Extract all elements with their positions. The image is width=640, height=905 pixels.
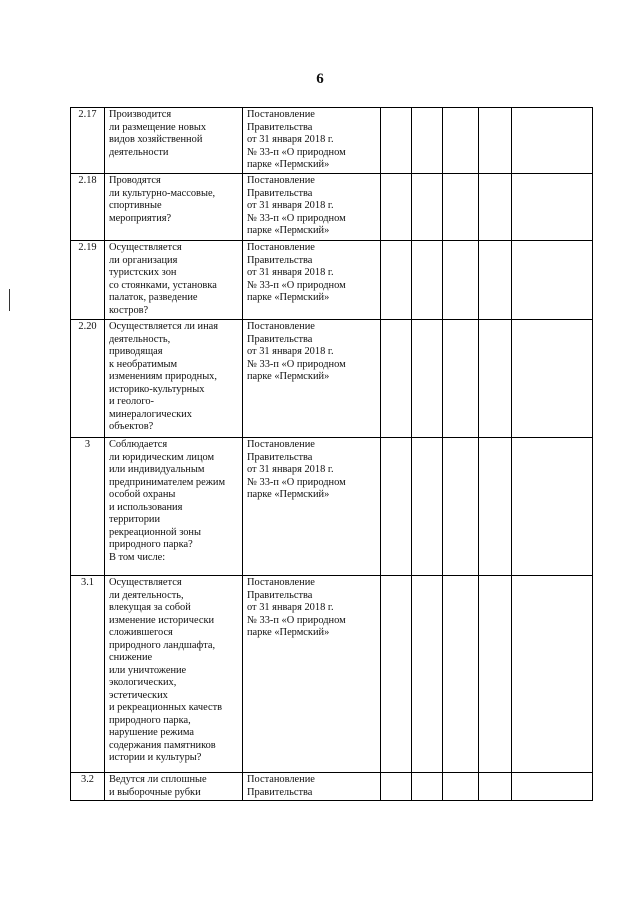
table-row [71, 174, 593, 241]
table-row [71, 576, 593, 773]
question-line: изменениям природных, [109, 371, 217, 382]
legal-basis-line: парке «Пермский» [247, 292, 330, 303]
table-row [71, 241, 593, 320]
row-number: 2.20 [78, 321, 97, 332]
legal-basis-line: № 33-п «О природном [247, 212, 346, 224]
legal-basis-line: от 31 января 2018 г. [247, 267, 334, 278]
row-number-cell [71, 576, 105, 773]
legal-basis-line: Правительства [247, 254, 313, 266]
question-line: к необратимым [109, 358, 178, 370]
row-number: 2.17 [78, 109, 97, 120]
answer-extra-cell[interactable] [479, 108, 512, 174]
answer-yes-cell[interactable] [381, 108, 412, 174]
table-row [71, 438, 593, 576]
legal-basis-line: № 33-п «О природном [247, 358, 346, 370]
question-cell [105, 320, 243, 438]
legal-basis-line: Правительства [247, 786, 313, 798]
legal-basis-line: парке «Пермский» [247, 159, 330, 170]
question-line: или индивидуальным [109, 464, 205, 475]
legal-basis-line: от 31 января 2018 г. [247, 346, 334, 357]
question-line: ли деятельность, [109, 589, 184, 601]
legal-basis-line: № 33-п «О природном [247, 279, 346, 291]
remarks-cell[interactable] [512, 320, 593, 438]
legal-basis-line: № 33-п «О природном [247, 614, 346, 626]
row-number: 2.18 [78, 175, 97, 186]
question-line: природного парка? [109, 539, 193, 550]
answer-extra-cell[interactable] [479, 174, 512, 241]
question-line: экологических, [109, 677, 177, 688]
question-line: объектов? [109, 421, 154, 432]
question-line: ли юридическим лицом [109, 451, 215, 463]
question-line: минералогических [109, 408, 192, 420]
page-number: 6 [316, 71, 324, 87]
question-line: территории [109, 514, 161, 525]
question-line: и геолого- [109, 396, 154, 407]
answer-na-cell[interactable] [443, 576, 479, 773]
legal-basis-line: Правительства [247, 121, 313, 133]
question-line: костров? [109, 304, 149, 316]
legal-basis-cell [243, 576, 381, 773]
question-cell [105, 438, 243, 576]
answer-yes-cell[interactable] [381, 320, 412, 438]
question-line: природного ландшафта, [109, 639, 216, 651]
question-cell [105, 174, 243, 241]
remarks-cell[interactable] [512, 438, 593, 576]
answer-no-cell[interactable] [412, 773, 443, 801]
question-line: предпринимателем режим [109, 476, 226, 488]
row-number-cell [71, 108, 105, 174]
row-number-cell [71, 320, 105, 438]
question-line: природного парка, [109, 714, 191, 726]
answer-no-cell[interactable] [412, 174, 443, 241]
answer-yes-cell[interactable] [381, 773, 412, 801]
row-number-cell [71, 773, 105, 801]
question-line: Осуществляется ли иная [109, 321, 219, 332]
question-line: особой охраны [109, 489, 176, 500]
legal-basis-line: парке «Пермский» [247, 627, 330, 638]
answer-na-cell[interactable] [443, 320, 479, 438]
legal-basis-cell [243, 320, 381, 438]
question-line: Ведутся ли сплошные [109, 774, 207, 785]
legal-basis-line: Правительства [247, 589, 313, 601]
checklist-table [70, 107, 593, 801]
answer-extra-cell[interactable] [479, 576, 512, 773]
question-line: ли размещение новых [109, 121, 207, 133]
scan-margin-mark [9, 289, 10, 311]
legal-basis-line: от 31 января 2018 г. [247, 134, 334, 145]
question-cell [105, 576, 243, 773]
question-line: Осуществляется [109, 242, 182, 253]
remarks-cell[interactable] [512, 576, 593, 773]
answer-yes-cell[interactable] [381, 438, 412, 576]
answer-na-cell[interactable] [443, 241, 479, 320]
legal-basis-cell [243, 438, 381, 576]
answer-yes-cell[interactable] [381, 241, 412, 320]
answer-extra-cell[interactable] [479, 320, 512, 438]
answer-na-cell[interactable] [443, 108, 479, 174]
legal-basis-line: № 33-п «О природном [247, 146, 346, 158]
question-line: деятельности [109, 146, 169, 158]
remarks-cell[interactable] [512, 174, 593, 241]
question-line: спортивные [109, 200, 162, 211]
legal-basis-line: Постановление [247, 577, 315, 588]
question-line: Осуществляется [109, 577, 182, 588]
answer-na-cell[interactable] [443, 174, 479, 241]
question-line: деятельность, [109, 333, 171, 345]
answer-yes-cell[interactable] [381, 576, 412, 773]
question-line: Соблюдается [109, 439, 168, 450]
question-line: эстетических [109, 689, 168, 701]
legal-basis-line: Правительства [247, 451, 313, 463]
table-row [71, 108, 593, 174]
legal-basis-cell [243, 174, 381, 241]
row-number: 3.1 [81, 577, 94, 588]
answer-extra-cell[interactable] [479, 438, 512, 576]
answer-no-cell[interactable] [412, 438, 443, 576]
legal-basis-line: Постановление [247, 321, 315, 332]
question-line: изменение исторически [109, 614, 215, 626]
remarks-cell[interactable] [512, 108, 593, 174]
question-line: видов хозяйственной [109, 134, 203, 145]
answer-no-cell[interactable] [412, 108, 443, 174]
question-line: влекущая за собой [109, 602, 191, 613]
question-line: со стоянками, установка [109, 279, 217, 291]
question-line: снижение [109, 652, 153, 663]
remarks-cell[interactable] [512, 241, 593, 320]
legal-basis-cell [243, 773, 381, 801]
question-line: историко-культурных [109, 383, 205, 395]
row-number-cell [71, 241, 105, 320]
legal-basis-cell [243, 108, 381, 174]
question-line: сложившегося [109, 627, 173, 638]
legal-basis-line: Правительства [247, 333, 313, 345]
legal-basis-line: Постановление [247, 439, 315, 450]
legal-basis-line: № 33-п «О природном [247, 476, 346, 488]
row-number: 3.2 [81, 774, 94, 785]
legal-basis-cell [243, 241, 381, 320]
row-number-cell [71, 174, 105, 241]
legal-basis-line: от 31 января 2018 г. [247, 464, 334, 475]
legal-basis-line: от 31 января 2018 г. [247, 200, 334, 211]
question-line: и выборочные рубки [109, 786, 201, 798]
checklist-table-body [71, 108, 593, 801]
row-number: 3 [84, 439, 91, 450]
answer-no-cell[interactable] [412, 241, 443, 320]
legal-basis-line: парке «Пермский» [247, 489, 330, 500]
legal-basis-line: Постановление [247, 774, 315, 785]
legal-basis-line: Постановление [247, 175, 315, 186]
remarks-cell[interactable] [512, 773, 593, 801]
legal-basis-line: парке «Пермский» [247, 371, 330, 382]
row-number: 2.19 [78, 242, 97, 253]
answer-na-cell[interactable] [443, 773, 479, 801]
legal-basis-line: от 31 января 2018 г. [247, 602, 334, 613]
question-cell [105, 773, 243, 801]
table-row [71, 773, 593, 801]
question-cell [105, 108, 243, 174]
question-line: палаток, разведение [109, 292, 198, 303]
answer-yes-cell[interactable] [381, 174, 412, 241]
table-row [71, 320, 593, 438]
question-line: В том числе: [109, 551, 166, 563]
row-number-cell [71, 438, 105, 576]
question-line: содержания памятников [109, 739, 216, 751]
legal-basis-line: Правительства [247, 187, 313, 199]
answer-extra-cell[interactable] [479, 241, 512, 320]
question-line: ли культурно-массовые, [109, 187, 216, 199]
legal-basis-line: Постановление [247, 242, 315, 253]
answer-extra-cell[interactable] [479, 773, 512, 801]
question-line: или уничтожение [109, 664, 187, 676]
question-line: ли организация [109, 254, 178, 266]
question-line: Производится [109, 109, 172, 120]
question-line: и использования [109, 501, 183, 513]
legal-basis-line: парке «Пермский» [247, 225, 330, 236]
answer-no-cell[interactable] [412, 576, 443, 773]
question-line: туристских зон [109, 267, 177, 278]
question-line: мероприятия? [109, 212, 172, 224]
question-line: приводящая [109, 346, 163, 357]
question-line: Проводятся [109, 175, 161, 186]
question-line: истории и культуры? [109, 752, 202, 763]
answer-na-cell[interactable] [443, 438, 479, 576]
question-cell [105, 241, 243, 320]
question-line: нарушение режима [109, 727, 195, 738]
question-line: рекреационной зоны [109, 526, 201, 538]
answer-no-cell[interactable] [412, 320, 443, 438]
legal-basis-line: Постановление [247, 109, 315, 120]
question-line: и рекреационных качеств [109, 702, 223, 713]
